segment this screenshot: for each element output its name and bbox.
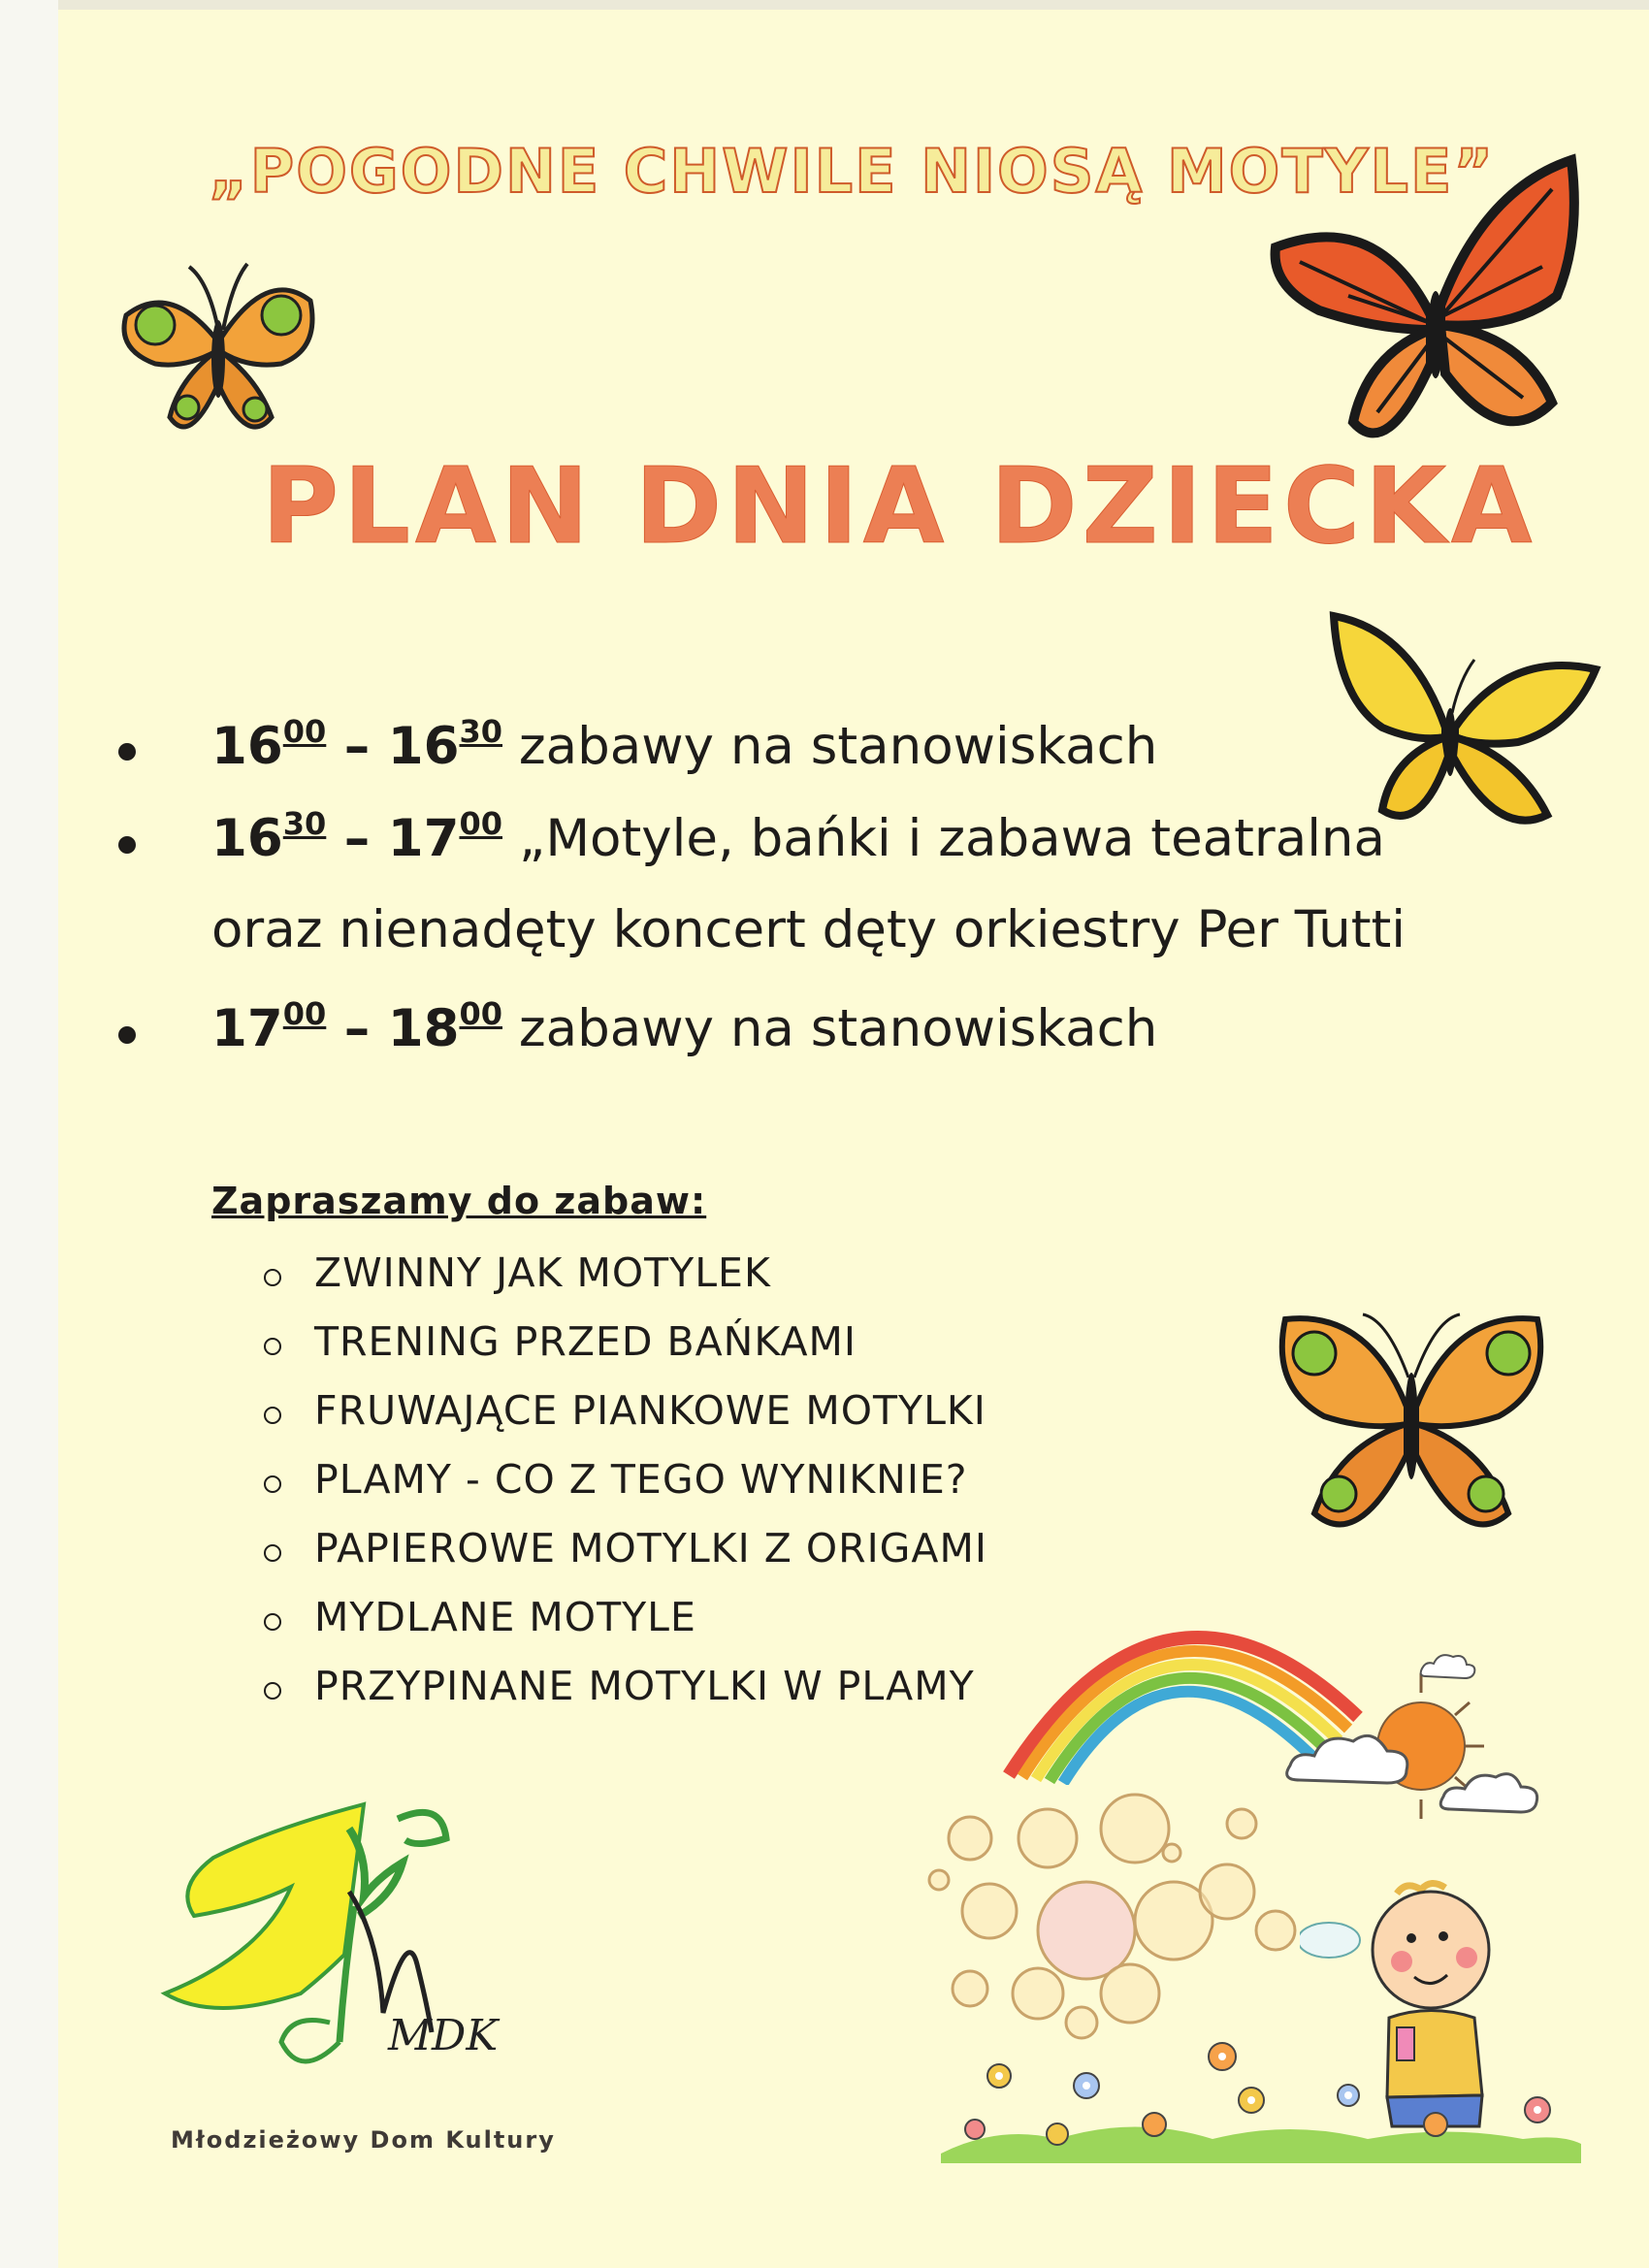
schedule-continuation: oraz nienadęty koncert dęty orkiestry Per Tutti bbox=[211, 900, 1406, 959]
games-list bbox=[260, 1249, 987, 1732]
schedule-bullet bbox=[118, 743, 136, 761]
game-label: ZWINNY JAK MOTYLEK bbox=[314, 1249, 771, 1296]
list-item bbox=[260, 1525, 987, 1594]
mdk-logo-icon bbox=[155, 1799, 524, 2120]
cloud-icon bbox=[1436, 1766, 1542, 1819]
game-label: TRENING PRZED BAŃKAMI bbox=[314, 1318, 857, 1365]
list-item bbox=[260, 1249, 987, 1318]
end-hour: 17 bbox=[387, 809, 460, 868]
game-label: PRZYPINANE MOTYLKI W PLAMY bbox=[314, 1663, 975, 1709]
cloud-icon bbox=[1418, 1649, 1476, 1682]
start-minutes: 00 bbox=[282, 713, 327, 750]
circle-bullet-icon bbox=[264, 1269, 281, 1286]
list-item bbox=[260, 1387, 987, 1456]
circle-bullet-icon bbox=[264, 1407, 281, 1424]
circle-bullet-icon bbox=[264, 1338, 281, 1355]
start-hour: 16 bbox=[211, 809, 283, 868]
circle-bullet-icon bbox=[264, 1475, 281, 1493]
logo-letters: MDK bbox=[388, 2011, 499, 2060]
invite-heading: Zapraszamy do zabaw: bbox=[211, 1180, 707, 1222]
end-hour: 18 bbox=[387, 999, 460, 1058]
list-item bbox=[260, 1318, 987, 1387]
monarch-butterfly-icon bbox=[1261, 150, 1591, 461]
circle-bullet-icon bbox=[264, 1682, 281, 1700]
schedule-item bbox=[211, 805, 1385, 868]
schedule-time: $16^{00} - 16^{30}$ bbox=[211, 713, 502, 776]
poster-motto: „POGODNE CHWILE NIOSĄ MOTYLE” bbox=[209, 136, 1496, 207]
list-item bbox=[260, 1594, 987, 1663]
schedule-item bbox=[211, 713, 1157, 776]
schedule-text: zabawy na stanowiskach bbox=[518, 717, 1158, 776]
schedule-time: $17^{00} - 18^{00}$ bbox=[211, 995, 502, 1058]
flowers-icon bbox=[941, 2018, 1581, 2163]
scan-edge-left bbox=[0, 0, 58, 2268]
start-minutes: 00 bbox=[282, 995, 327, 1032]
circle-bullet-icon bbox=[264, 1544, 281, 1562]
game-label: PAPIEROWE MOTYLKI Z ORIGAMI bbox=[314, 1525, 987, 1571]
end-hour: 16 bbox=[387, 717, 460, 776]
schedule-item bbox=[211, 995, 1157, 1058]
start-hour: 17 bbox=[211, 999, 283, 1058]
schedule-text: zabawy na stanowiskach bbox=[518, 999, 1158, 1058]
list-item bbox=[260, 1456, 987, 1525]
poster-title: PLAN DNIA DZIECKA bbox=[262, 446, 1537, 567]
start-minutes: 30 bbox=[282, 805, 327, 842]
butterfly-icon bbox=[1271, 1300, 1552, 1552]
game-label: FRUWAJĄCE PIANKOWE MOTYLKI bbox=[314, 1387, 986, 1434]
schedule-text: „Motyle, bańki i zabawa teatralna bbox=[518, 809, 1385, 868]
circle-bullet-icon bbox=[264, 1613, 281, 1631]
start-hour: 16 bbox=[211, 717, 283, 776]
schedule-time: $16^{30} - 17^{00}$ bbox=[211, 805, 502, 868]
end-minutes: 30 bbox=[459, 713, 502, 750]
schedule-bullet bbox=[118, 836, 136, 854]
end-minutes: 00 bbox=[459, 995, 502, 1032]
scan-edge-top bbox=[58, 0, 1649, 10]
butterfly-icon bbox=[112, 243, 325, 446]
game-label: MYDLANE MOTYLE bbox=[314, 1594, 696, 1640]
schedule-bullet bbox=[118, 1026, 136, 1044]
game-label: PLAMY - CO Z TEGO WYNIKNIE? bbox=[314, 1456, 968, 1503]
logo-org-name: Młodzieżowy Dom Kultury bbox=[171, 2126, 556, 2154]
list-item bbox=[260, 1663, 987, 1732]
end-minutes: 00 bbox=[459, 805, 502, 842]
